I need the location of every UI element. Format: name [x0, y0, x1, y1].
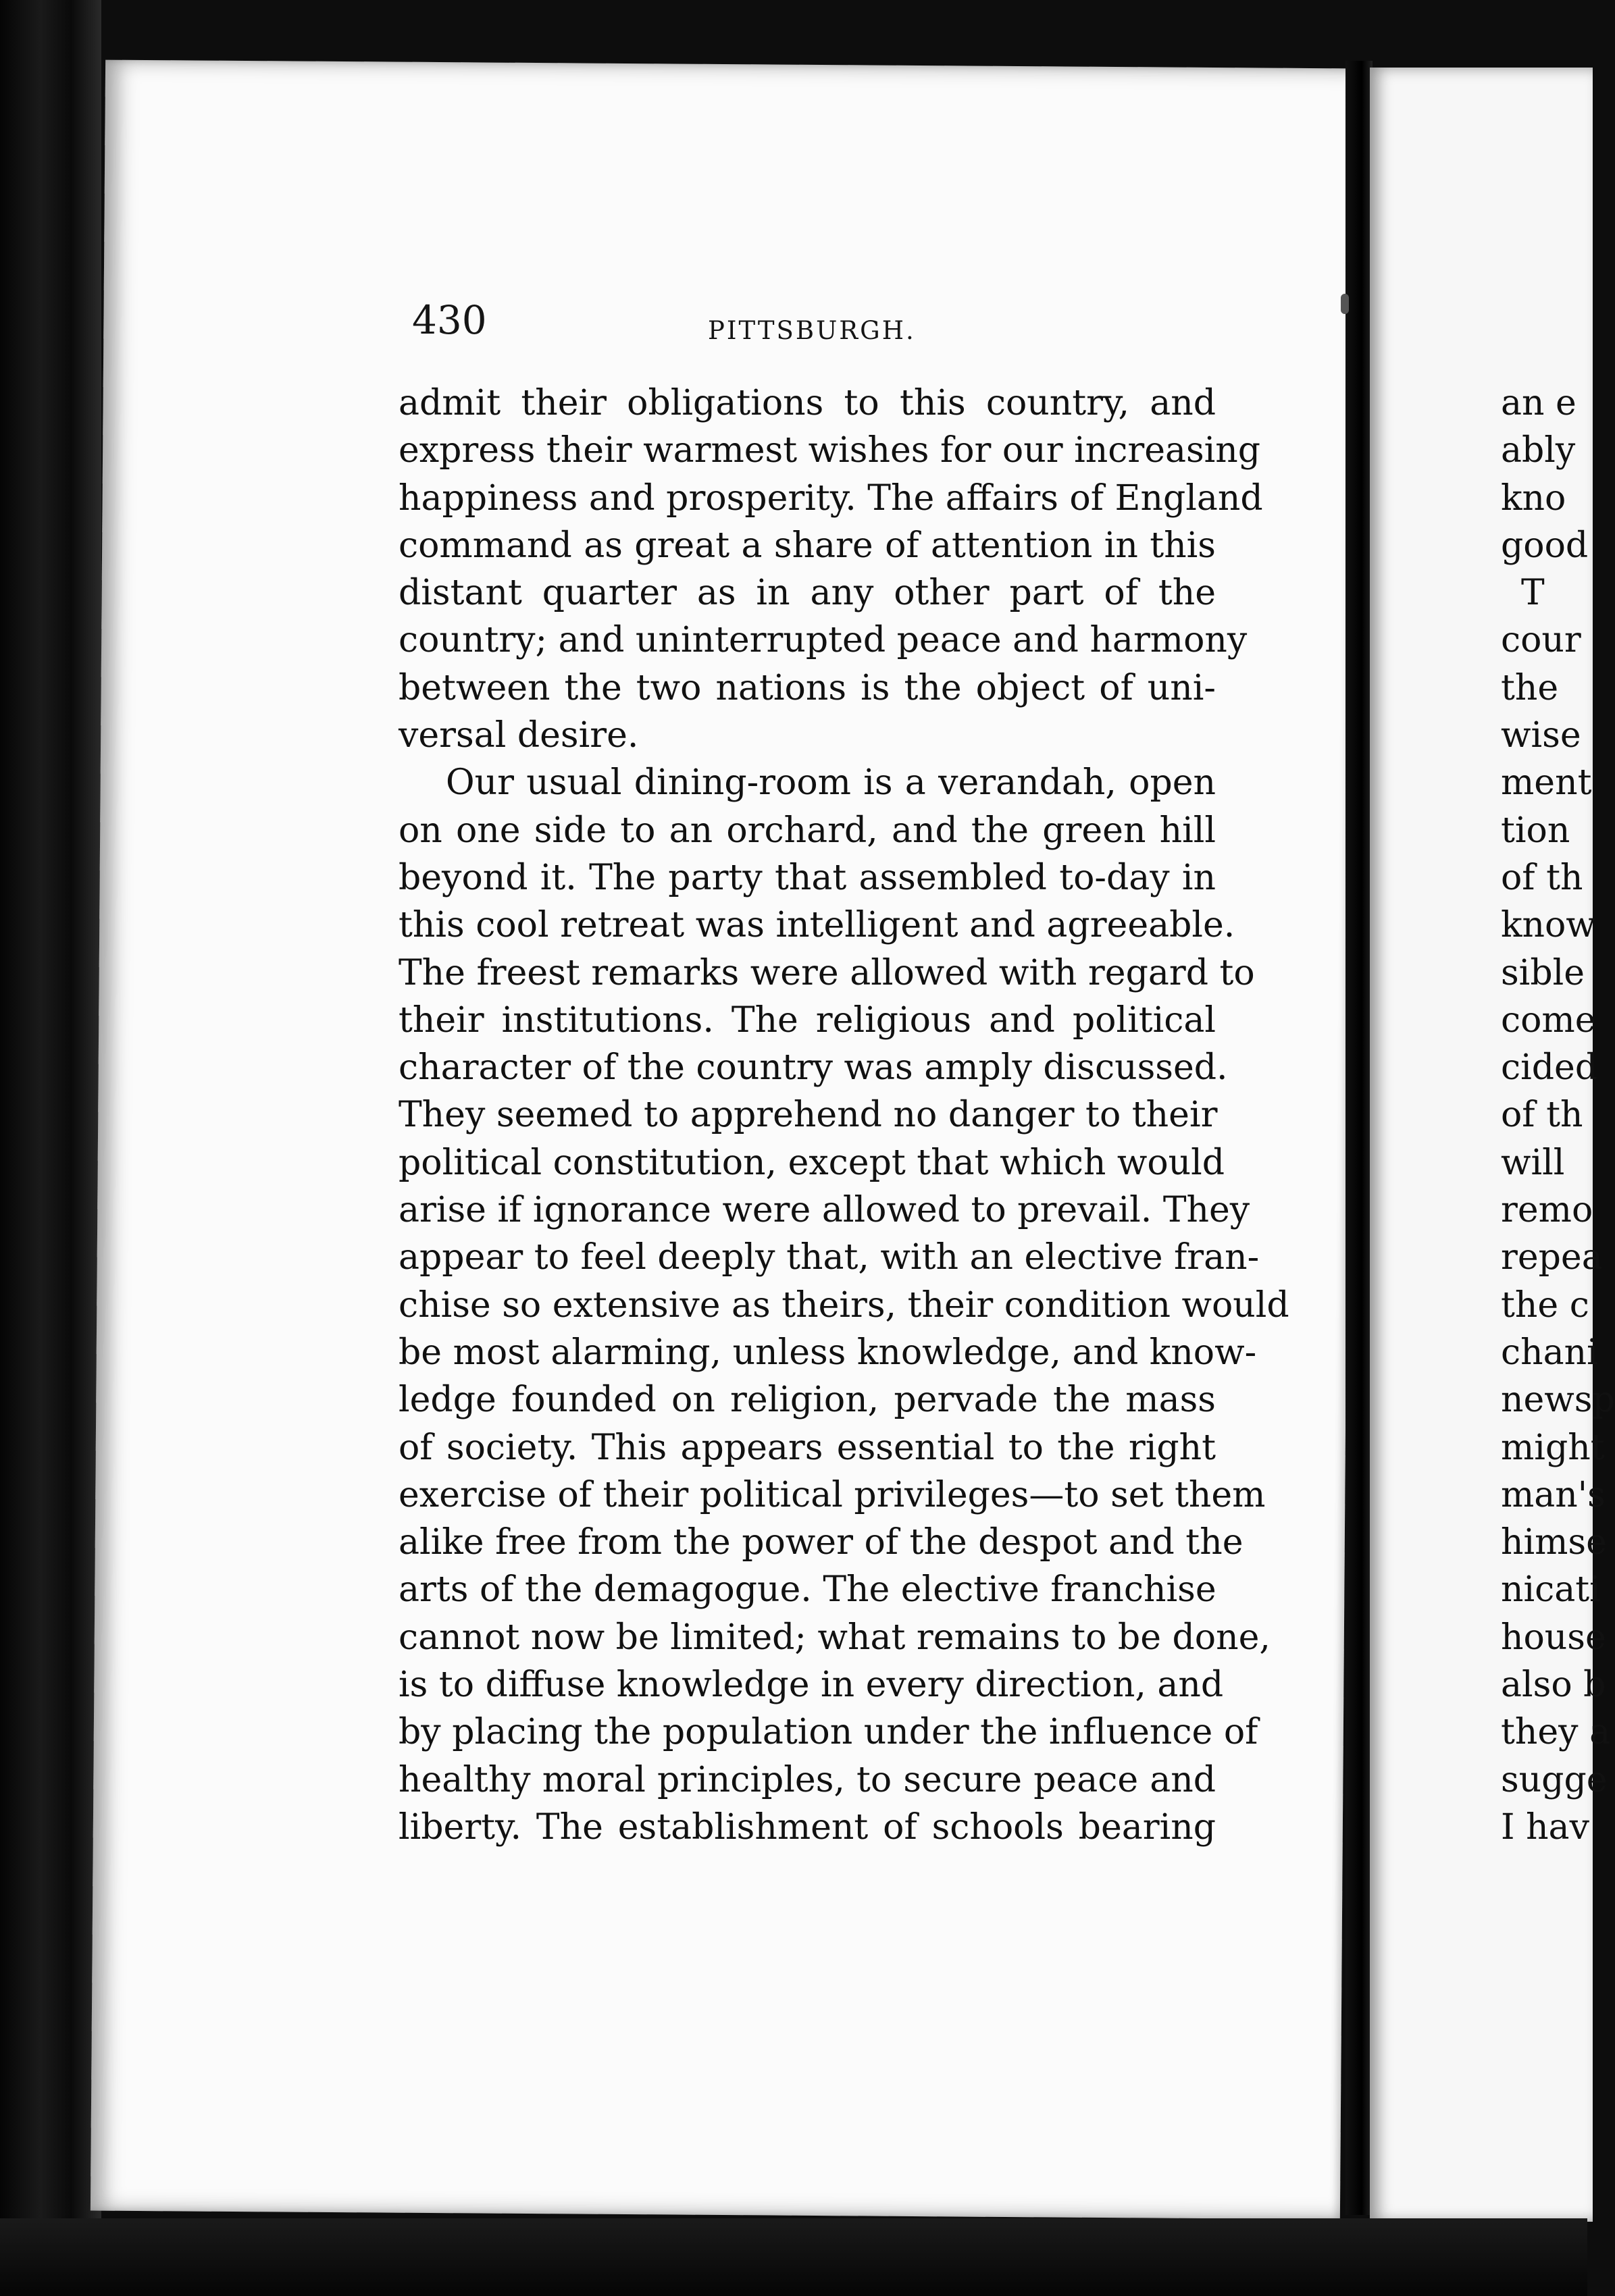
text-line: chise so extensive as theirs, their condition would: [399, 1284, 1289, 1326]
facing-text-line: nicati: [1501, 1569, 1601, 1611]
book-spine: [1345, 61, 1373, 2215]
facing-text-line: come: [1501, 999, 1596, 1041]
text-line: healthy moral principles, to secure peace and: [399, 1759, 1216, 1800]
facing-text-line: kno: [1501, 477, 1566, 519]
facing-text-line: tion: [1501, 810, 1570, 851]
text-line: on one side to an orchard, and the green hill: [399, 810, 1216, 851]
facing-text-line: chani: [1501, 1332, 1598, 1373]
facing-text-line: ment: [1501, 762, 1592, 804]
page-number: 430: [412, 297, 487, 343]
facing-text-line: man's: [1501, 1474, 1606, 1515]
facing-text-line: know: [1501, 905, 1596, 946]
text-line: exercise of their political privileges—to set them: [399, 1474, 1266, 1515]
text-line: beyond it. The party that assembled to-day in: [399, 857, 1216, 898]
running-head: PITTSBURGH.: [708, 316, 916, 345]
text-line: command as great a share of attention in this: [399, 525, 1216, 566]
text-line: versal desire.: [399, 715, 639, 756]
body-text: [399, 380, 1289, 1851]
facing-text-line: sugge: [1501, 1759, 1608, 1800]
text-line: of society. This appears essential to the right: [399, 1427, 1216, 1468]
facing-text-line: repea: [1501, 1237, 1603, 1278]
text-line: Our usual dining-room is a verandah, open: [446, 762, 1216, 804]
text-line: arts of the demagogue. The elective franchise: [399, 1569, 1216, 1611]
text-line: distant quarter as in any other part of the: [399, 573, 1216, 614]
facing-text-line: might: [1501, 1427, 1605, 1468]
text-line: character of the country was amply discussed.: [399, 1047, 1228, 1089]
facing-text-line: remo: [1501, 1190, 1593, 1231]
facing-text-line: himse: [1501, 1522, 1607, 1563]
facing-text-line: cided: [1501, 1047, 1598, 1089]
facing-text-line: I hav: [1501, 1806, 1589, 1848]
text-line: alike free from the power of the despot and the: [399, 1522, 1244, 1563]
text-line: is to diffuse knowledge in every direction, and: [399, 1665, 1224, 1706]
facing-text-line: sible: [1501, 952, 1585, 993]
facing-page-text: [1501, 380, 1615, 1851]
text-line: They seemed to apprehend no danger to their: [399, 1095, 1218, 1136]
text-line: appear to feel deeply that, with an elective fran-: [399, 1237, 1260, 1278]
facing-text-line: house: [1501, 1617, 1606, 1658]
bottom-edge-shadow: [0, 2218, 1587, 2296]
text-line: be most alarming, unless knowledge, and know-: [399, 1332, 1257, 1373]
text-line: cannot now be limited; what remains to be done,: [399, 1617, 1271, 1658]
facing-text-line: also b: [1501, 1665, 1606, 1706]
page-header: [412, 297, 1216, 351]
text-line: happiness and prosperity. The affairs of England: [399, 477, 1263, 519]
text-line: political constitution, except that which would: [399, 1142, 1225, 1183]
left-gutter-shadow: [0, 0, 101, 2296]
text-line: country; and uninterrupted peace and harmony: [399, 620, 1248, 661]
facing-text-line: cour: [1501, 620, 1581, 661]
text-line: this cool retreat was intelligent and agreeable.: [399, 905, 1235, 946]
text-line: ledge founded on religion, pervade the mass: [399, 1380, 1216, 1421]
text-line: arise if ignorance were allowed to prevail. They: [399, 1190, 1250, 1231]
text-line: admit their obligations to this country, and: [399, 383, 1216, 423]
facing-text-line: an e: [1501, 383, 1576, 423]
text-line: their institutions. The religious and political: [399, 999, 1216, 1041]
facing-text-line: they a: [1501, 1712, 1611, 1753]
page-edge-mark: [1341, 294, 1349, 314]
facing-text-line: T: [1521, 573, 1545, 614]
text-line: express their warmest wishes for our increasing: [399, 430, 1261, 471]
facing-text-line: of th: [1501, 857, 1583, 898]
facing-text-line: of th: [1501, 1095, 1583, 1136]
facing-text-line: wise: [1501, 715, 1581, 756]
facing-text-line: the c: [1501, 1284, 1589, 1326]
text-line: liberty. The establishment of schools bearing: [399, 1806, 1216, 1848]
facing-text-line: the: [1501, 667, 1559, 708]
text-line: by placing the population under the influence of: [399, 1712, 1258, 1753]
facing-text-line: ably: [1501, 430, 1576, 471]
text-line: between the two nations is the object of uni-: [399, 667, 1216, 708]
facing-text-line: good: [1501, 525, 1589, 566]
facing-text-line: newsp: [1501, 1380, 1615, 1421]
text-line: The freest remarks were allowed with regard to: [399, 952, 1255, 993]
facing-text-line: will: [1501, 1142, 1565, 1183]
